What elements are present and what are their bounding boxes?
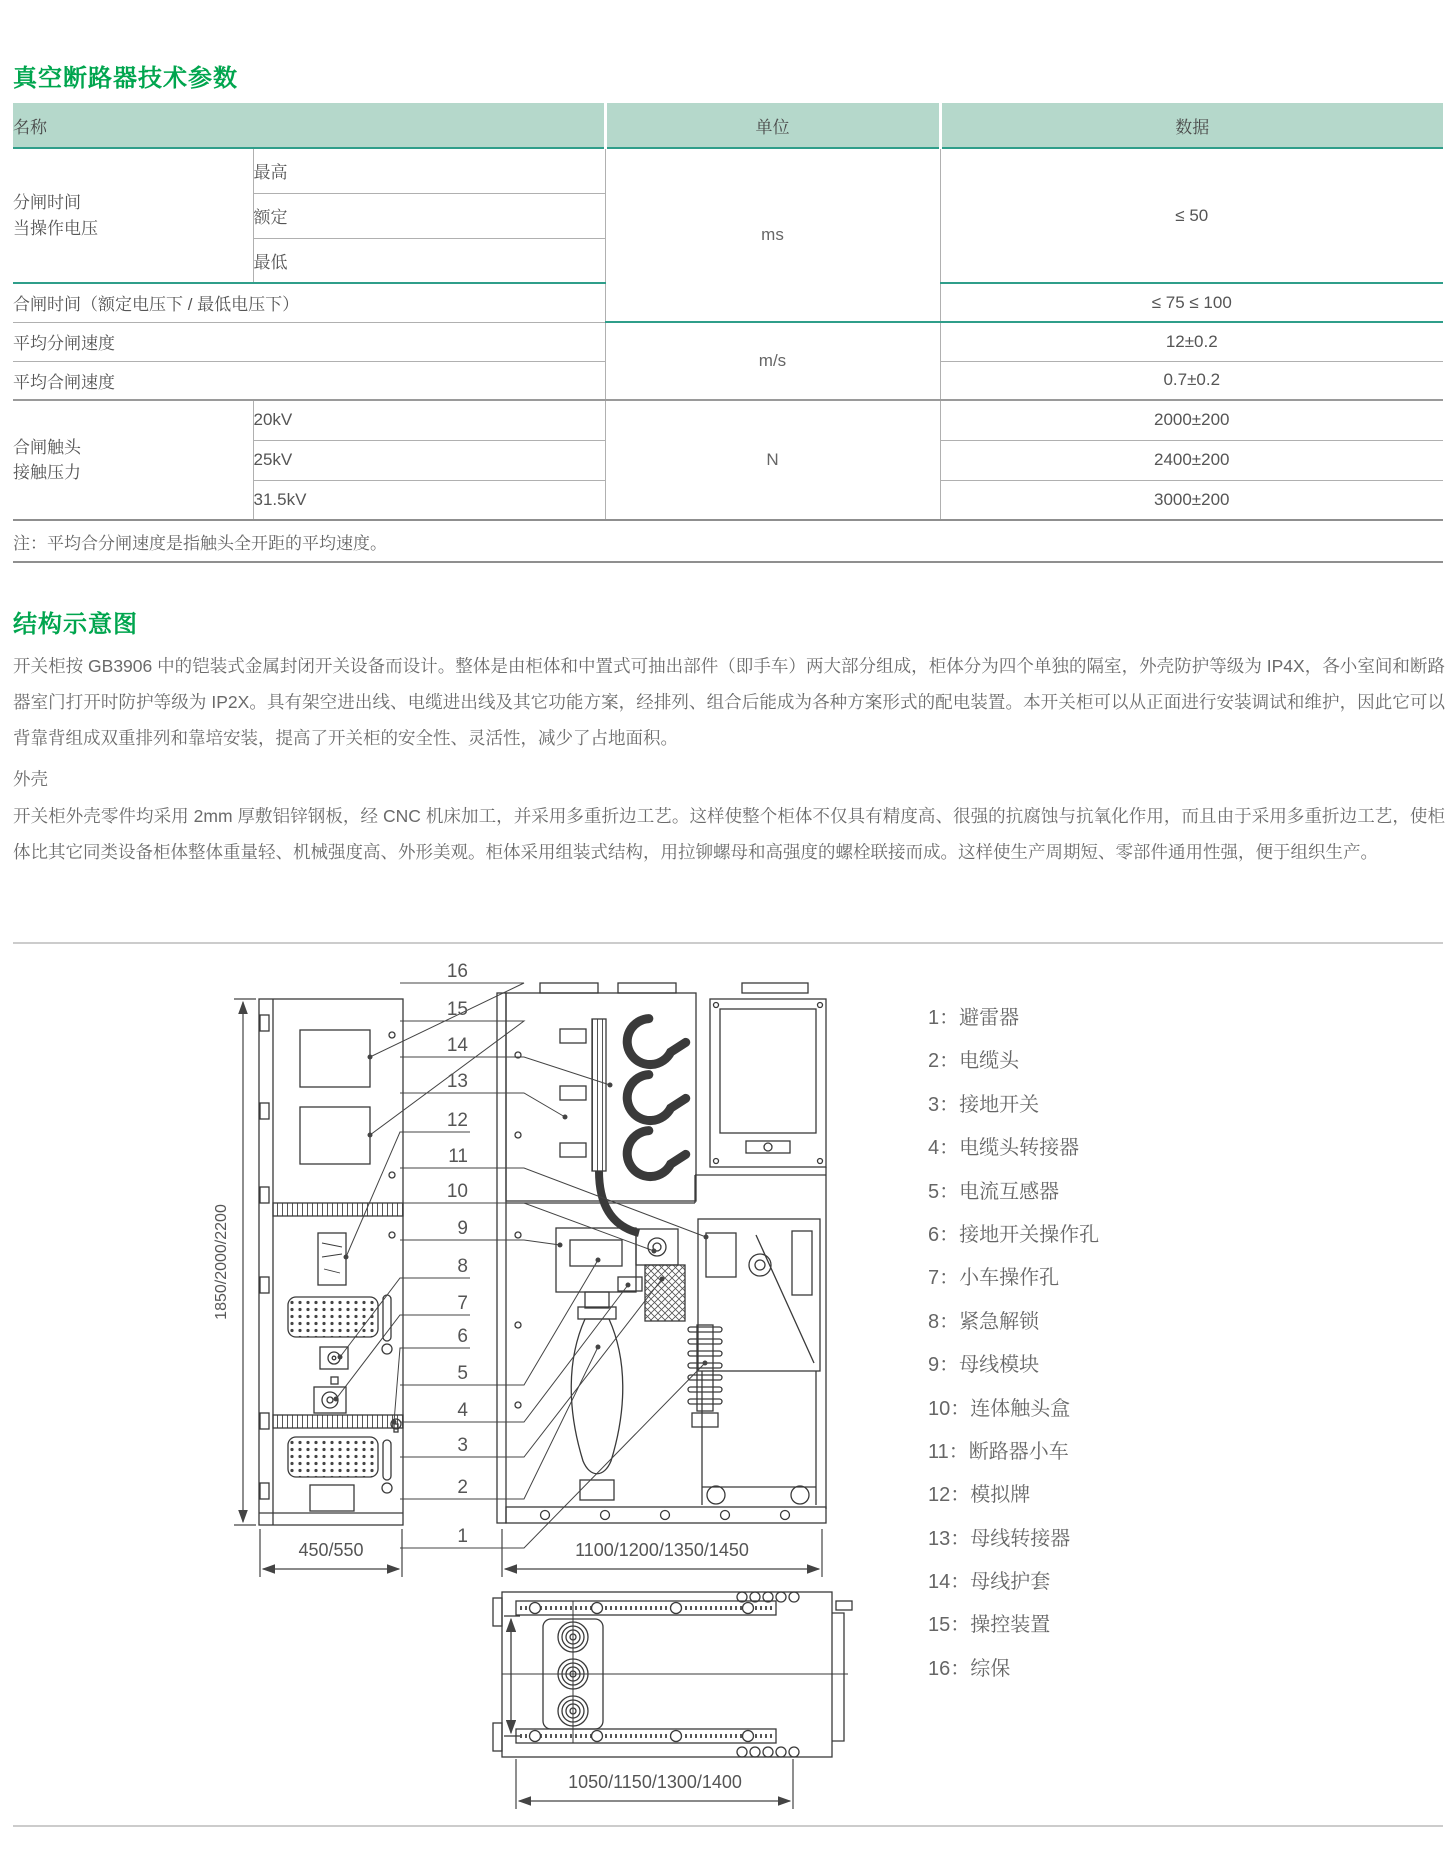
dimension-height-label: 1850/2000/2200	[213, 1204, 230, 1320]
row-label-contact-pressure	[13, 400, 253, 520]
callout-15: 15	[446, 999, 468, 1020]
legend-item: 2：电缆头	[928, 1050, 1020, 1073]
shell-subheading: 外壳	[13, 769, 48, 789]
cell-unit-ms: ms	[605, 148, 940, 322]
row-label-opening-time	[13, 148, 253, 283]
callout-13: 13	[446, 1071, 468, 1092]
legend-item: 16：综保	[928, 1657, 1011, 1680]
cell-value-avg-close: 0.7±0.2	[940, 361, 1443, 400]
cell-sub-25kv: 25kV	[253, 440, 605, 480]
callout-11: 11	[448, 1146, 468, 1167]
legend-item: 15：操控装置	[928, 1614, 1051, 1637]
opening-time-line1: 分闸时间	[13, 193, 81, 212]
contact-pressure-line2: 接触压力	[13, 463, 81, 482]
row-label-avg-opening-speed: 平均分闸速度	[13, 322, 605, 361]
callout-3: 3	[457, 1435, 468, 1456]
legend-item: 13：母线转接器	[928, 1527, 1071, 1550]
table-note-row	[13, 520, 1443, 562]
structure-paragraph: 开关柜按 GB3906 中的铠装式金属封闭开关设备而设计。整体是由柜体和中置式可抽出部件（即手车）两大部分组成，柜体分为四个单独的隔室，外壳防护等级为 IP4X，各小室间和断路器室门打开时防护等级为 IP2X。具有架空进出线、电缆进出线及其它功能方案，经排列、组合后能成为各种方案形式的配电装置。本开关柜可以从正面进行安装调试和维护，因此它可以背靠背组成双重排列和靠培安装，提高了开关柜的安全性、灵活性，减少了占地面积。	[13, 656, 1445, 748]
legend-item: 9：母线模块	[928, 1354, 1040, 1377]
dimension-lines	[234, 999, 822, 1809]
table-note: 注：平均合分闸速度是指触头全开距的平均速度。	[13, 520, 1443, 562]
legend-item: 4：电缆头转接器	[928, 1137, 1080, 1160]
legend-item: 3：接地开关	[928, 1093, 1040, 1116]
column-header-unit: 单位	[605, 103, 940, 148]
callout-2: 2	[457, 1477, 468, 1498]
parts-legend	[928, 997, 1099, 1691]
structure-diagram	[0, 935, 1456, 1849]
legend-item: 14：母线护套	[928, 1571, 1051, 1594]
table-header-row	[13, 103, 1443, 148]
cell-unit-ms2: m/s	[605, 322, 940, 400]
table-row	[13, 400, 1443, 440]
callout-numbers	[447, 961, 469, 1547]
cell-value-opening: ≤ 50	[940, 148, 1443, 283]
plan-view	[493, 1592, 852, 1757]
cell-sub-20kv: 20kV	[253, 400, 605, 440]
cell-value-closing: ≤ 75 ≤ 100	[940, 283, 1443, 322]
callout-8: 8	[457, 1256, 468, 1277]
cell-sub-315kv: 31.5kV	[253, 480, 605, 520]
legend-item: 1：避雷器	[928, 1007, 1020, 1029]
parameters-table	[13, 103, 1443, 563]
table-row	[13, 148, 1443, 193]
dimension-side-depth-label: 1100/1200/1350/1450	[575, 1540, 749, 1560]
callout-12: 12	[446, 1110, 468, 1131]
callout-16: 16	[446, 961, 468, 982]
cell-unit-n: N	[605, 400, 940, 520]
callout-10: 10	[446, 1181, 468, 1202]
legend-item: 7：小车操作孔	[928, 1267, 1060, 1290]
legend-item: 12：模拟牌	[928, 1484, 1031, 1507]
callout-14: 14	[446, 1035, 468, 1056]
cell-value-20kv: 2000±200	[940, 400, 1443, 440]
legend-item: 8：紧急解锁	[928, 1310, 1040, 1333]
cell-sub-max: 最高	[253, 148, 605, 193]
legend-item: 11：断路器小车	[928, 1440, 1069, 1463]
cell-sub-min: 最低	[253, 238, 605, 283]
front-elevation-view	[259, 999, 403, 1525]
callout-1: 1	[457, 1526, 468, 1547]
legend-item: 10：连体触头盒	[928, 1397, 1071, 1420]
callout-7: 7	[457, 1293, 468, 1314]
callout-6: 6	[457, 1326, 468, 1347]
shell-paragraph: 开关柜外壳零件均采用 2mm 厚敷铝锌钢板，经 CNC 机床加工，并采用多重折边工艺。这样使整个柜体不仅具有精度高、很强的抗腐蚀与抗氧化作用，而且由于采用多重折边工艺，使柜体比其它同类设备柜体整体重量轻、机械强度高、外形美观。柜体采用组装式结构，用拉铆螺母和高强度的螺栓联接而成。这样使生产周期短、零部件通用性强，便于组织生产。	[13, 806, 1445, 862]
dimension-front-width-label: 450/550	[298, 1540, 364, 1560]
column-header-data: 数据	[940, 103, 1443, 148]
contact-pressure-line1: 合闸触头	[13, 437, 81, 457]
callout-4: 4	[457, 1400, 468, 1421]
dimension-plan-depth-label: 1050/1150/1300/1400	[568, 1772, 742, 1792]
callout-9: 9	[457, 1218, 468, 1239]
row-label-avg-closing-speed: 平均合闸速度	[13, 361, 605, 400]
callout-5: 5	[457, 1363, 468, 1384]
page-title-parameters: 真空断路器技术参数	[13, 65, 238, 92]
table-row	[13, 322, 1443, 361]
row-label-closing-time: 合闸时间（额定电压下 / 最低电压下）	[13, 283, 605, 322]
legend-item: 6：接地开关操作孔	[928, 1223, 1100, 1246]
legend-item: 5：电流互感器	[928, 1180, 1060, 1203]
structure-figure	[0, 935, 1456, 1849]
cell-value-315kv: 3000±200	[940, 480, 1443, 520]
opening-time-line2: 当操作电压	[13, 218, 98, 238]
column-header-name: 名称	[13, 103, 605, 148]
cell-sub-rated: 额定	[253, 193, 605, 238]
page-title-structure: 结构示意图	[13, 611, 138, 638]
cell-value-avg-open: 12±0.2	[940, 322, 1443, 361]
cell-value-25kv: 2400±200	[940, 440, 1443, 480]
